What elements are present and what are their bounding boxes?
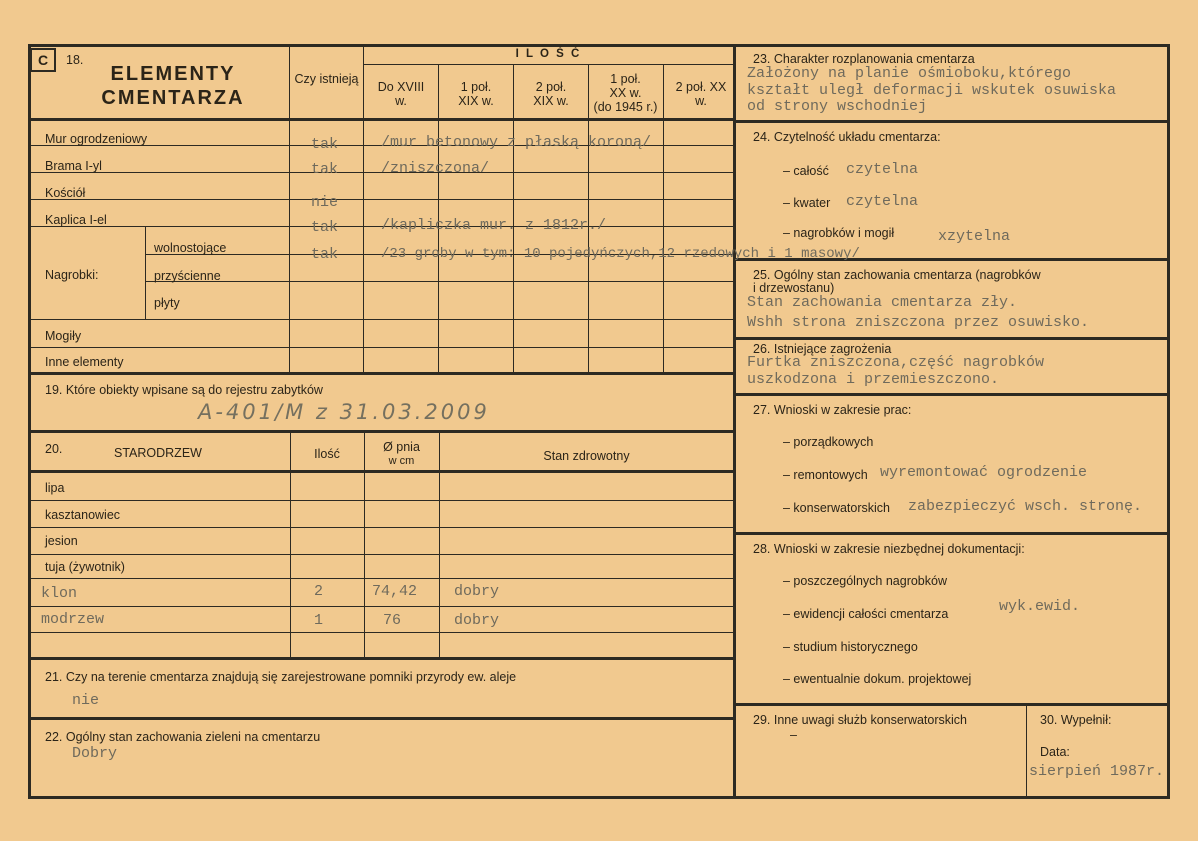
s20-number: 20. [45, 442, 63, 456]
s21-label: 21. Czy na terenie cmentarza znajdują się zarejestrowane pomniki przyrody ew. aleje [45, 670, 517, 684]
s27-item-value: zabezpieczyć wsch. stronę. [908, 498, 1143, 515]
s30-date-label: Data: [1040, 745, 1070, 759]
s25-label-a: 25. Ogólny stan zachowania cmentarza (nagrobków [753, 268, 1041, 282]
s29-value: – [790, 728, 797, 742]
wolnostojace-exists-value: tak [311, 246, 339, 263]
s27-item-label: – konserwatorskich [783, 501, 890, 515]
column-divider [733, 44, 736, 799]
s18-header-bottom [28, 118, 735, 121]
row-inne: Inne elementy [45, 355, 124, 369]
tree-health: dobry [454, 612, 500, 629]
s27-label: 27. Wnioski w zakresie prac: [753, 403, 912, 417]
s24-item-label: – nagrobków i mogił [783, 226, 895, 240]
species-row: lipa [45, 481, 65, 495]
s28-item-value: wyk.ewid. [999, 598, 1081, 615]
row-mogily: Mogiły [45, 329, 82, 343]
s25-line: Stan zachowania cmentarza zły. [747, 294, 1018, 311]
tree-count: 2 [314, 583, 324, 600]
tree-diameter: 76 [383, 612, 402, 629]
s28-item-label: – ewidencji całości cmentarza [783, 607, 949, 621]
s29-label: 29. Inne uwagi służb konserwatorskich [753, 713, 968, 727]
s23-label: 23. Charakter rozplanowania cmentarza [753, 52, 975, 66]
s19-bottom [28, 430, 735, 433]
brama-note: /zniszczona/ [381, 160, 490, 177]
s24-item-value: xzytelna [938, 228, 1011, 245]
row-mur: Mur ogrodzeniowy [45, 132, 148, 146]
s19-label: 19. Które obiekty wpisane są do rejestru zabytków [45, 383, 323, 397]
tree-count: 1 [314, 612, 324, 629]
s22-label: 22. Ogólny stan zachowania zieleni na cmentarzu [45, 730, 321, 744]
col-2pol20-header: 2 poł. XX w. [675, 80, 727, 108]
frame-bottom [28, 796, 1170, 799]
frame-right [1167, 44, 1170, 799]
s24-label: 24. Czytelność układu cmentarza: [753, 130, 941, 144]
row-wolnostojace: wolnostojące [154, 241, 227, 255]
s25-line: Wshh strona zniszczona przez osuwisko. [747, 314, 1090, 331]
s28-item-label: – ewentualnie dokum. projektowej [783, 672, 972, 686]
s26-line: Furtka zniszczona,część nagrobków [747, 354, 1045, 371]
tree-health: dobry [454, 583, 500, 600]
row-kosciol: Kościół [45, 186, 86, 200]
s26-line: uszkodzona i przemieszczono. [747, 371, 1000, 388]
kosciol-exists-value: nie [311, 194, 339, 211]
s24-item-value: czytelna [846, 193, 919, 210]
s20-col-ilosc: Ilość [314, 447, 340, 461]
s27-item-label: – remontowych [783, 468, 868, 482]
col-1pol20-header: 1 poł. XX w. (do 1945 r.) [593, 72, 658, 114]
kaplica-exists-value: tak [311, 219, 339, 236]
col-2pol19-header: 2 poł. XIX w. [533, 80, 569, 108]
tree-name: klon [41, 585, 78, 602]
row-brama: Brama I-yl [45, 159, 102, 173]
s24-item-label: – kwater [783, 196, 831, 210]
s23-line: od strony wschodniej [747, 98, 928, 115]
s22-value: Dobry [72, 745, 118, 762]
s18-number: 18. [66, 53, 84, 67]
kaplica-note: /kapliczka mur. z 1812r./ [381, 217, 607, 234]
species-row: jesion [45, 534, 78, 548]
row-kaplica: Kaplica I-el [45, 213, 107, 227]
s20-title: STARODRZEW [114, 446, 202, 460]
tree-diameter: 74,42 [372, 583, 418, 600]
s18-bottom [28, 372, 735, 375]
s24-item-value: czytelna [846, 161, 919, 178]
col-do18-header: Do XVIII w. [377, 80, 425, 108]
form-letter-box: C [30, 48, 56, 72]
s21-value: nie [72, 692, 100, 709]
wolnostojace-note: /23 groby w tym: 10 pojedyńczych,12 rzedowych i 1 masowy/ [381, 246, 860, 262]
s28-label: 28. Wnioski w zakresie niezbędnej dokumentacji: [753, 542, 1025, 556]
s23-line: Założony na planie ośmioboku,którego [747, 65, 1072, 82]
s19-registry-value: A-401/M z 31.03.2009 [198, 400, 490, 424]
s28-item-label: – poszczególnych nagrobków [783, 574, 947, 588]
tree-name: modrzew [41, 611, 105, 628]
col-exists-header: Czy istnieją [294, 72, 359, 86]
s25-label-b: i drzewostanu) [753, 281, 835, 295]
s28-item-label: – studium historycznego [783, 640, 918, 654]
s26-label: 26. Istniejące zagrożenia [753, 342, 892, 356]
s20-col-pnia: Ø pnia w cm [383, 440, 420, 467]
s20-col-stan: Stan zdrowotny [543, 449, 630, 463]
s30-label: 30. Wypełnił: [1040, 713, 1112, 727]
species-row: tuja (żywotnik) [45, 560, 125, 574]
s23-line: kształt uległ deformacji wskutek osuwiska [747, 82, 1117, 99]
s27-item-value: wyremontować ogrodzenie [880, 464, 1088, 481]
heritage-record-card [28, 44, 1170, 799]
s30-date-value: sierpień 1987r. [1029, 763, 1165, 780]
row-nagrobki: Nagrobki: [45, 268, 99, 282]
ilosc-header: I L O Ś Ć [515, 48, 582, 60]
row-plyty: płyty [154, 296, 180, 310]
s24-item-label: – całość [783, 164, 829, 178]
col-1pol19-header: 1 poł. XIX w. [458, 80, 494, 108]
s18-title: ELEMENTY CMENTARZA [101, 63, 245, 109]
brama-exists-value: tak [311, 161, 339, 178]
s27-item-label: – porządkowych [783, 435, 874, 449]
mur-note: /mur betonowy z płaską koroną/ [381, 134, 652, 151]
row-przyscienne: przyścienne [154, 269, 221, 283]
frame-left [28, 44, 31, 799]
species-row: kasztanowiec [45, 508, 121, 522]
mur-exists-value: tak [311, 136, 339, 153]
